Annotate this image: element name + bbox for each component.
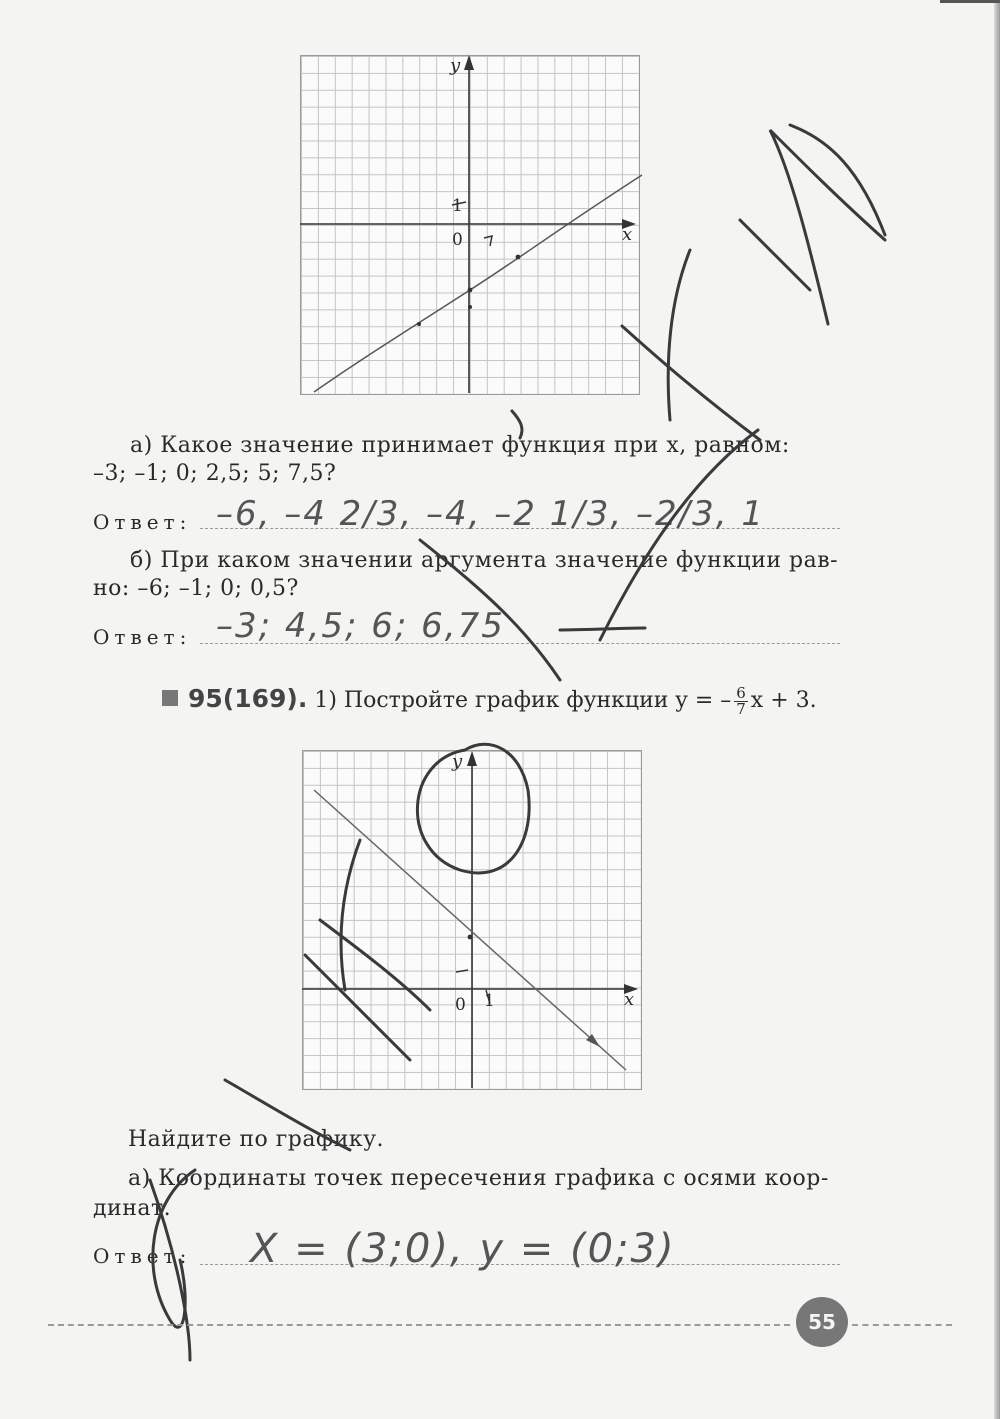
part-a-question-line2: –3; –1; 0; 2,5; 5; 7,5? bbox=[93, 461, 337, 486]
upper-x-label: x bbox=[622, 224, 633, 245]
task-95-number: 95(169). bbox=[188, 684, 308, 713]
part-a-answer-label: Ответ: bbox=[93, 510, 192, 534]
part-b-question-line1: б) При каком значении аргумента значение функции рав- bbox=[130, 548, 839, 573]
lower-unit-label: 1 bbox=[484, 991, 495, 1011]
fraction-numerator: 6 bbox=[736, 683, 746, 702]
part-a-handwritten-answer: –6, –4 2/3, –4, –2 1/3, –2/3, 1 bbox=[216, 494, 766, 534]
item-a-line1: а) Координаты точек пересечения графика с осями коор- bbox=[128, 1166, 829, 1191]
item-a-line2: динат. bbox=[93, 1196, 172, 1221]
part-a-question-line1: а) Какое значение принимает функция при x, равном: bbox=[130, 433, 790, 458]
part-b-question-line2: но: –6; –1; 0; 0,5? bbox=[93, 576, 299, 601]
task-95-text: 1) Постройте график функции y = – bbox=[314, 688, 732, 713]
find-handwritten-answer: X = (3;0), y = (0;3) bbox=[250, 1226, 676, 1272]
part-b-handwritten-answer: –3; 4,5; 6; 6,75 bbox=[216, 606, 505, 646]
footer-dashed-line-right bbox=[852, 1324, 952, 1326]
lower-origin-label: 0 bbox=[455, 995, 466, 1015]
upper-origin-label: 0 bbox=[452, 230, 463, 250]
upper-y-label: y bbox=[450, 55, 461, 76]
page-number-badge: 55 bbox=[796, 1297, 848, 1347]
part-b-answer-label: Ответ: bbox=[93, 625, 192, 649]
find-by-graph-heading: Найдите по графику. bbox=[128, 1127, 385, 1152]
fraction-denominator: 7 bbox=[736, 699, 746, 718]
lower-y-label: y bbox=[452, 751, 463, 772]
upper-unit-label: 1 bbox=[452, 196, 463, 216]
footer-dashed-line-left bbox=[48, 1324, 790, 1326]
lower-x-label: x bbox=[624, 989, 635, 1010]
find-answer-label: Ответ: bbox=[93, 1244, 192, 1268]
task-95-text-end: x + 3. bbox=[750, 688, 817, 713]
